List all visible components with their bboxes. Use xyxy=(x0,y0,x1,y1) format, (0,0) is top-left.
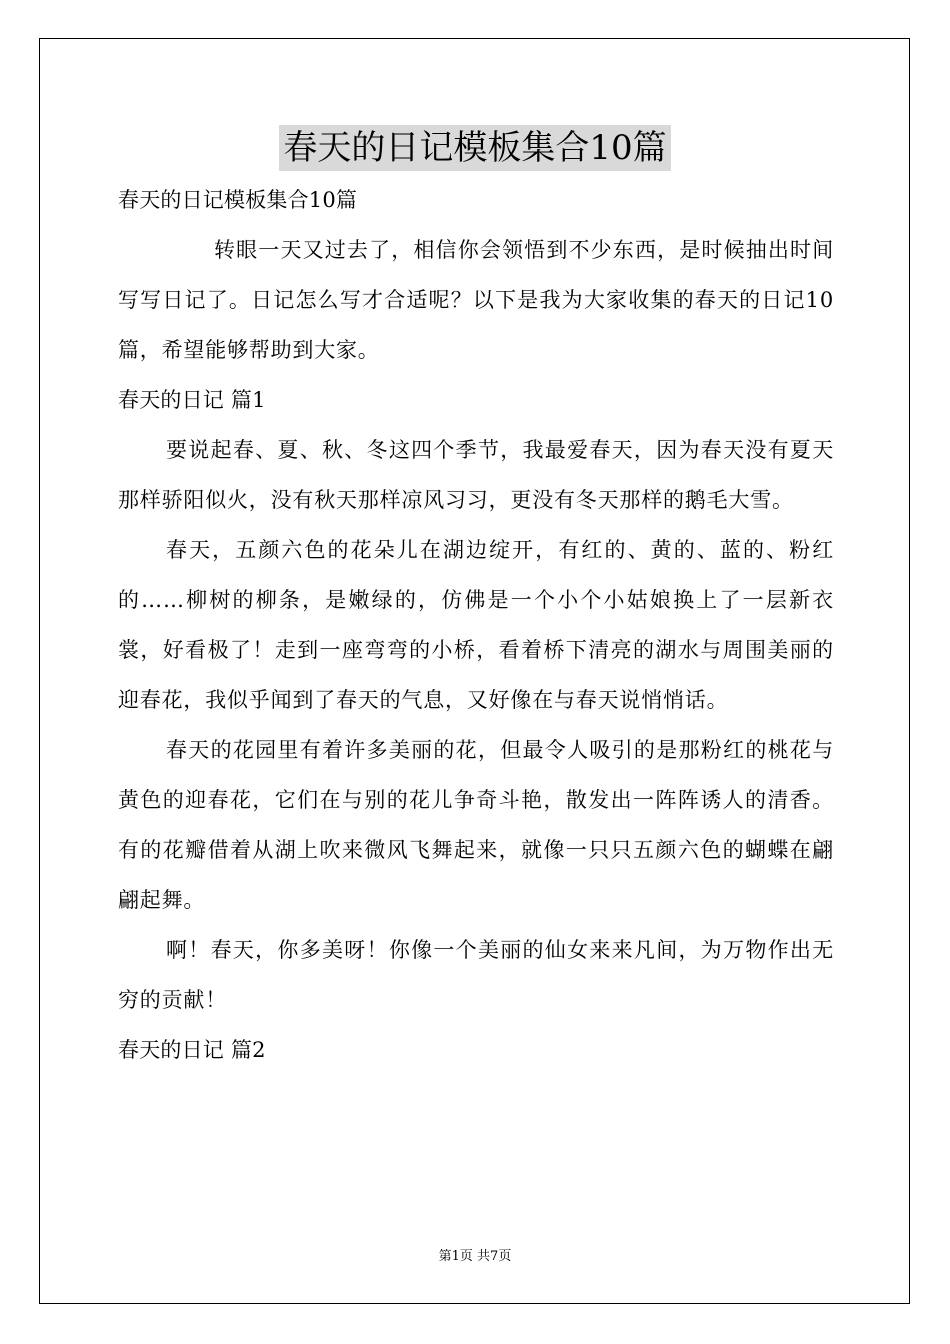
section-heading-1: 春天的日记 篇1 xyxy=(118,388,266,412)
section1-paragraph: 春天的花园里有着许多美丽的花，但最令人吸引的是那粉红的桃花与黄色的迎春花，它们在与别的花儿争奇斗艳，散发出一阵阵诱人的清香。有的花瓣借着从湖上吹来微风飞舞起来，就像一只只五颜六色的蝴蝶在翩翩起舞。 xyxy=(118,738,834,912)
section-heading-2: 春天的日记 篇2 xyxy=(118,1038,266,1062)
document-body xyxy=(118,175,834,1075)
section1-paragraph: 春天，五颜六色的花朵儿在湖边绽开，有红的、黄的、蓝的、粉红的……柳树的柳条，是嫩绿的，仿佛是一个小个小姑娘换上了一层新衣裳，好看极了！走到一座弯弯的小桥，看着桥下清亮的湖水与周围美丽的迎春花，我似乎闻到了春天的气息，又好像在与春天说悄悄话。 xyxy=(118,538,834,712)
title-container xyxy=(0,125,950,171)
page-footer: 第1页 共7页 xyxy=(438,1249,512,1264)
section1-paragraph: 啊！春天，你多美呀！你像一个美丽的仙女来来凡间，为万物作出无穷的贡献！ xyxy=(118,938,834,1012)
intro-paragraph: 转眼一天又过去了，相信你会领悟到不少东西，是时候抽出时间写写日记了。日记怎么写才合适呢？以下是我为大家收集的春天的日记10篇，希望能够帮助到大家。 xyxy=(118,238,834,362)
document-title: 春天的日记模板集合10篇 xyxy=(279,125,670,171)
document-subtitle: 春天的日记模板集合10篇 xyxy=(118,188,358,212)
section1-paragraph: 要说起春、夏、秋、冬这四个季节，我最爱春天，因为春天没有夏天那样骄阳似火，没有秋天那样凉风习习，更没有冬天那样的鹅毛大雪。 xyxy=(118,438,834,512)
